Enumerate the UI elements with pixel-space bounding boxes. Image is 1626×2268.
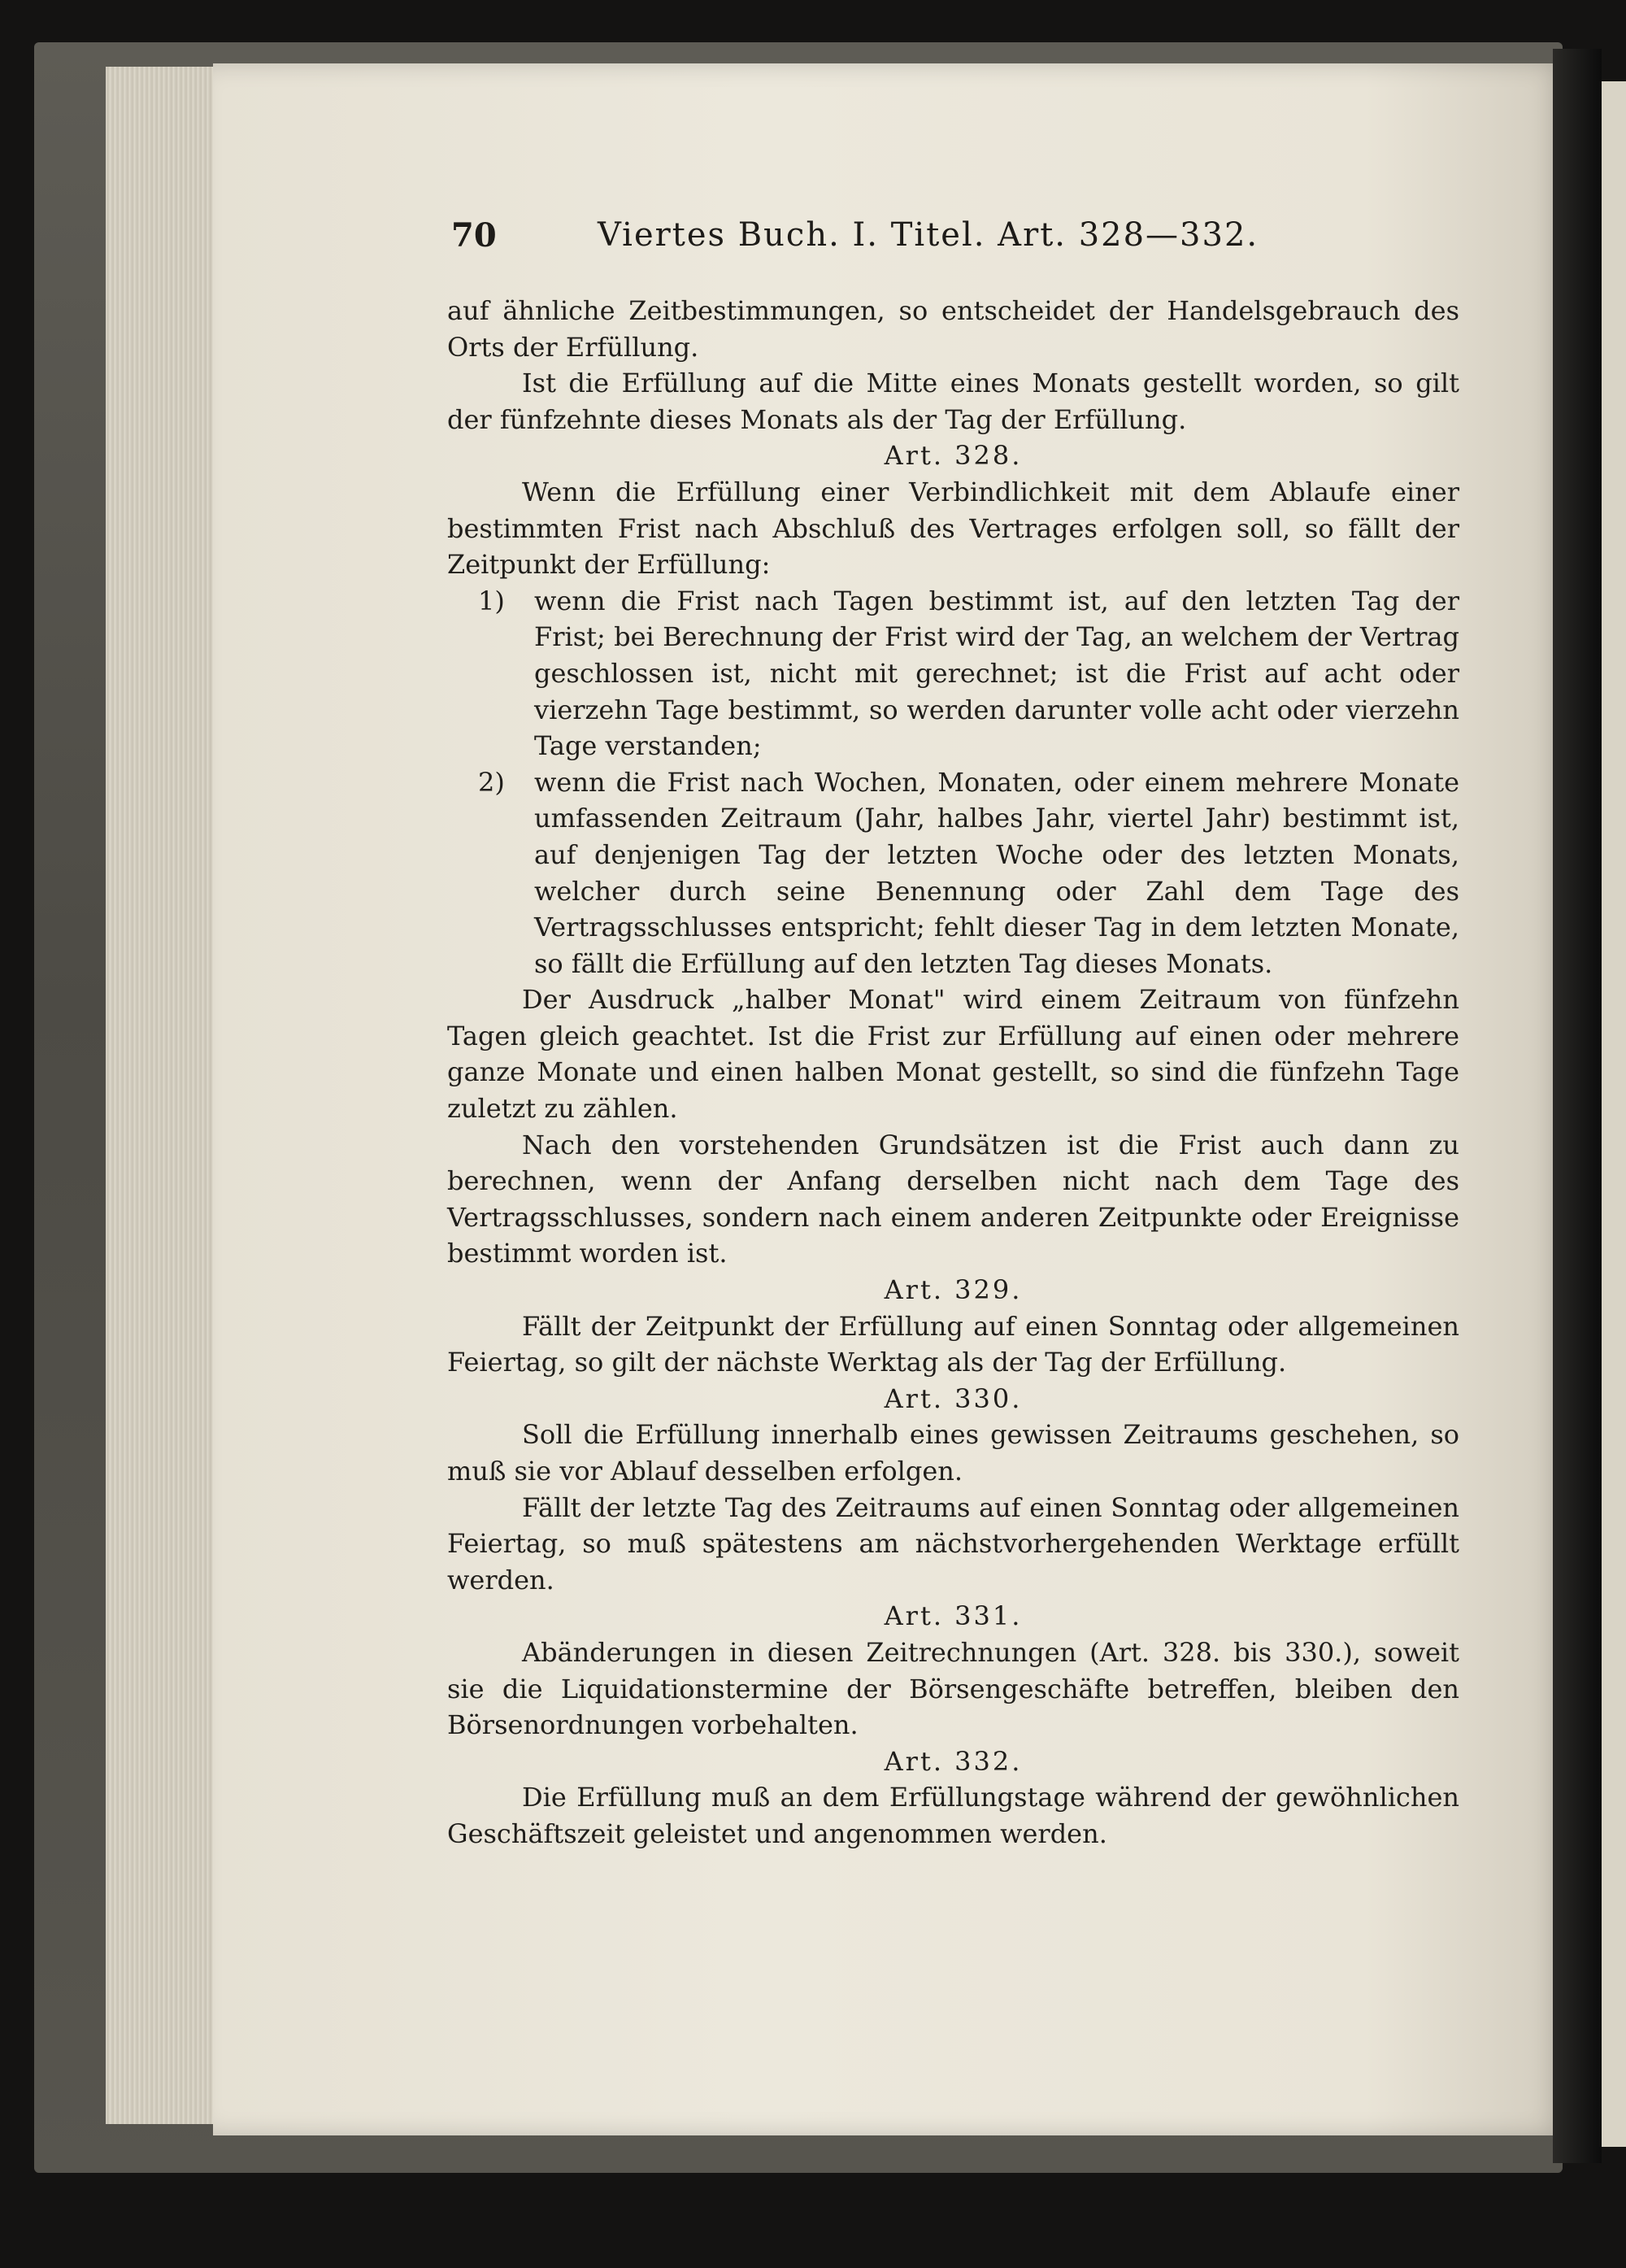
paragraph: auf ähnliche Zeitbestimmungen, so entscheidet der Handelsgebrauch des Orts der Erfüllung.: [447, 295, 1459, 363]
list-item: [447, 764, 1459, 982]
paragraph: Abänderungen in diesen Zeitrechnungen (Art. 328. bis 330.), soweit sie die Liquidationstermine der Börsengeschäfte betreffen, bleiben den Börsenordnungen vorbehalten.: [447, 1636, 1459, 1741]
facing-page-edge: [1602, 81, 1626, 2147]
article-heading-332: Art. 332.: [884, 1745, 1023, 1777]
list-item-text: wenn die Frist nach Wochen, Monaten, oder einem mehrere Monate umfassenden Zeitraum (Jahr, halbes Jahr, viertel Jahr) bestimmt ist, auf denjenigen Tag der letzten Woche oder des letzten Monats, welcher durch seine Benennung oder Zahl dem Tage des Vertragsschlusses entspricht; fehlt dieser Tag in dem letzten Monate, so fällt die Erfüllung auf den letzten Tag dieses Monats.: [534, 766, 1459, 979]
list-item-number: 1): [478, 585, 505, 616]
paragraph: Nach den vorstehenden Grundsätzen ist die Frist auch dann zu berechnen, wenn der Anfang derselben nicht nach dem Tage des Vertragsschlusses, sondern nach einem anderen Zeitpunkte oder Ereignisse bestimmt worden ist.: [447, 1129, 1459, 1269]
article-heading-331: Art. 331.: [884, 1600, 1023, 1632]
list-item-number: 2): [478, 766, 505, 798]
page-body: [447, 293, 1459, 1852]
page-number: 70: [451, 216, 497, 255]
paragraph: Wenn die Erfüllung einer Verbindlichkeit mit dem Ablaufe einer bestimmten Frist nach Abschluß des Vertrages erfolgen soll, so fällt der Zeitpunkt der Erfüllung:: [447, 476, 1459, 581]
running-head-title: Viertes Buch. I. Titel. Art. 328—332.: [598, 216, 1259, 254]
list-item: [447, 583, 1459, 764]
paragraph: Fällt der Zeitpunkt der Erfüllung auf einen Sonntag oder allgemeinen Feiertag, so gilt der nächste Werktag als der Tag der Erfüllung.: [447, 1310, 1459, 1378]
paragraph: Soll die Erfüllung innerhalb eines gewissen Zeitraums geschehen, so muß sie vor Ablauf desselben erfolgen.: [447, 1419, 1459, 1487]
page-edges: [106, 67, 220, 2124]
paragraph: Fällt der letzte Tag des Zeitraums auf einen Sonntag oder allgemeinen Feiertag, so muß spätestens am nächstvorhergehenden Werktage erfüllt werden.: [447, 1491, 1459, 1595]
paragraph: Die Erfüllung muß an dem Erfüllungstage während der gewöhnlichen Geschäftszeit geleistet und angenommen werden.: [447, 1782, 1459, 1849]
article-heading-330: Art. 330.: [884, 1382, 1023, 1414]
book-gutter: [1553, 49, 1602, 2163]
paragraph: Ist die Erfüllung auf die Mitte eines Monats gestellt worden, so gilt der fünfzehnte dieses Monats als der Tag der Erfüllung.: [447, 368, 1459, 435]
list-item-text: wenn die Frist nach Tagen bestimmt ist, auf den letzten Tag der Frist; bei Berechnung der Frist wird der Tag, an welchem der Vertrag geschlossen ist, nicht mit gerechnet; ist die Frist auf acht oder vierzehn Tage bestimmt, so werden darunter volle acht oder vierzehn Tage verstanden;: [534, 585, 1459, 762]
article-heading-329: Art. 329.: [884, 1274, 1023, 1306]
paragraph: Der Ausdruck „halber Monat" wird einem Zeitraum von fünfzehn Tagen gleich geachtet. Ist die Frist zur Erfüllung auf einen oder mehrere ganze Monate und einen halben Monat gestellt, so sind die fünfzehn Tage zuletzt zu zählen.: [447, 984, 1459, 1125]
article-heading-328: Art. 328.: [884, 440, 1023, 472]
running-head: [451, 210, 1305, 267]
